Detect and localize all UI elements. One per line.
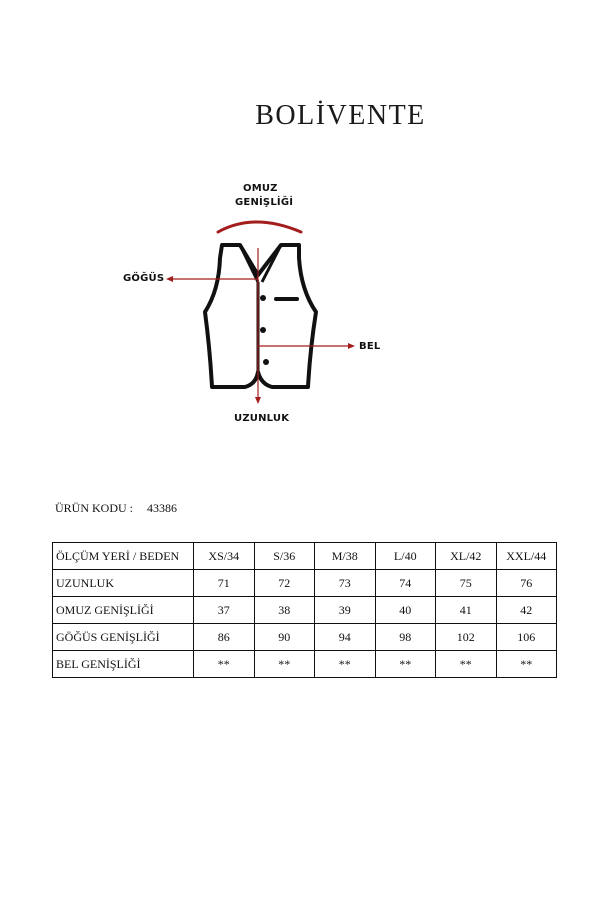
table-row xyxy=(53,570,557,597)
table-cell: ** xyxy=(496,651,557,678)
table-cell: 71 xyxy=(194,570,255,597)
label-omuz: OMUZ xyxy=(243,183,278,194)
table-cell: 106 xyxy=(496,624,557,651)
table-cell: 74 xyxy=(375,570,436,597)
table-cell: 37 xyxy=(194,597,255,624)
vest-button xyxy=(260,327,266,333)
table-cell: 38 xyxy=(254,597,315,624)
vest-button xyxy=(263,359,269,365)
table-cell: ** xyxy=(315,651,376,678)
row-label: GÖĞÜS GENİŞLİĞİ xyxy=(53,624,194,651)
size-table-header xyxy=(53,543,557,570)
table-cell: 42 xyxy=(496,597,557,624)
header-size: L/40 xyxy=(375,543,436,570)
vest-button xyxy=(260,295,266,301)
product-code-label: ÜRÜN KODU : xyxy=(55,501,133,515)
vest-outline xyxy=(205,245,316,387)
row-label: BEL GENİŞLİĞİ xyxy=(53,651,194,678)
label-uzunluk: UZUNLUK xyxy=(234,413,290,424)
length-arrow-head xyxy=(255,397,261,404)
product-code-row xyxy=(55,501,177,516)
table-cell: 76 xyxy=(496,570,557,597)
table-cell: 72 xyxy=(254,570,315,597)
table-cell: 90 xyxy=(254,624,315,651)
table-cell: ** xyxy=(194,651,255,678)
table-cell: 39 xyxy=(315,597,376,624)
table-row xyxy=(53,651,557,678)
brand-logo: BOLİVENTE xyxy=(255,100,426,131)
row-label: OMUZ GENİŞLİĞİ xyxy=(53,597,194,624)
label-gogus: GÖĞÜS xyxy=(123,273,165,284)
header-size: S/36 xyxy=(254,543,315,570)
table-row xyxy=(53,597,557,624)
shoulder-arc xyxy=(218,222,301,232)
waist-arrow-head xyxy=(348,343,355,349)
table-row xyxy=(53,624,557,651)
table-cell: ** xyxy=(254,651,315,678)
header-size: XS/34 xyxy=(194,543,255,570)
header-size: M/38 xyxy=(315,543,376,570)
table-cell: 73 xyxy=(315,570,376,597)
table-cell: 75 xyxy=(436,570,497,597)
header-size: XL/42 xyxy=(436,543,497,570)
size-table xyxy=(52,542,557,678)
row-label: UZUNLUK xyxy=(53,570,194,597)
table-cell: ** xyxy=(436,651,497,678)
chest-arrow-head xyxy=(166,276,173,282)
product-code-value: 43386 xyxy=(147,501,177,515)
header-size: XXL/44 xyxy=(496,543,557,570)
table-cell: 94 xyxy=(315,624,376,651)
table-cell: 86 xyxy=(194,624,255,651)
table-cell: 40 xyxy=(375,597,436,624)
label-bel: BEL xyxy=(359,341,381,352)
table-cell: 98 xyxy=(375,624,436,651)
table-cell: 41 xyxy=(436,597,497,624)
table-cell: 102 xyxy=(436,624,497,651)
header-measure-label: ÖLÇÜM YERİ / BEDEN xyxy=(53,543,194,570)
label-genisligi: GENİŞLİĞİ xyxy=(235,197,294,208)
table-cell: ** xyxy=(375,651,436,678)
